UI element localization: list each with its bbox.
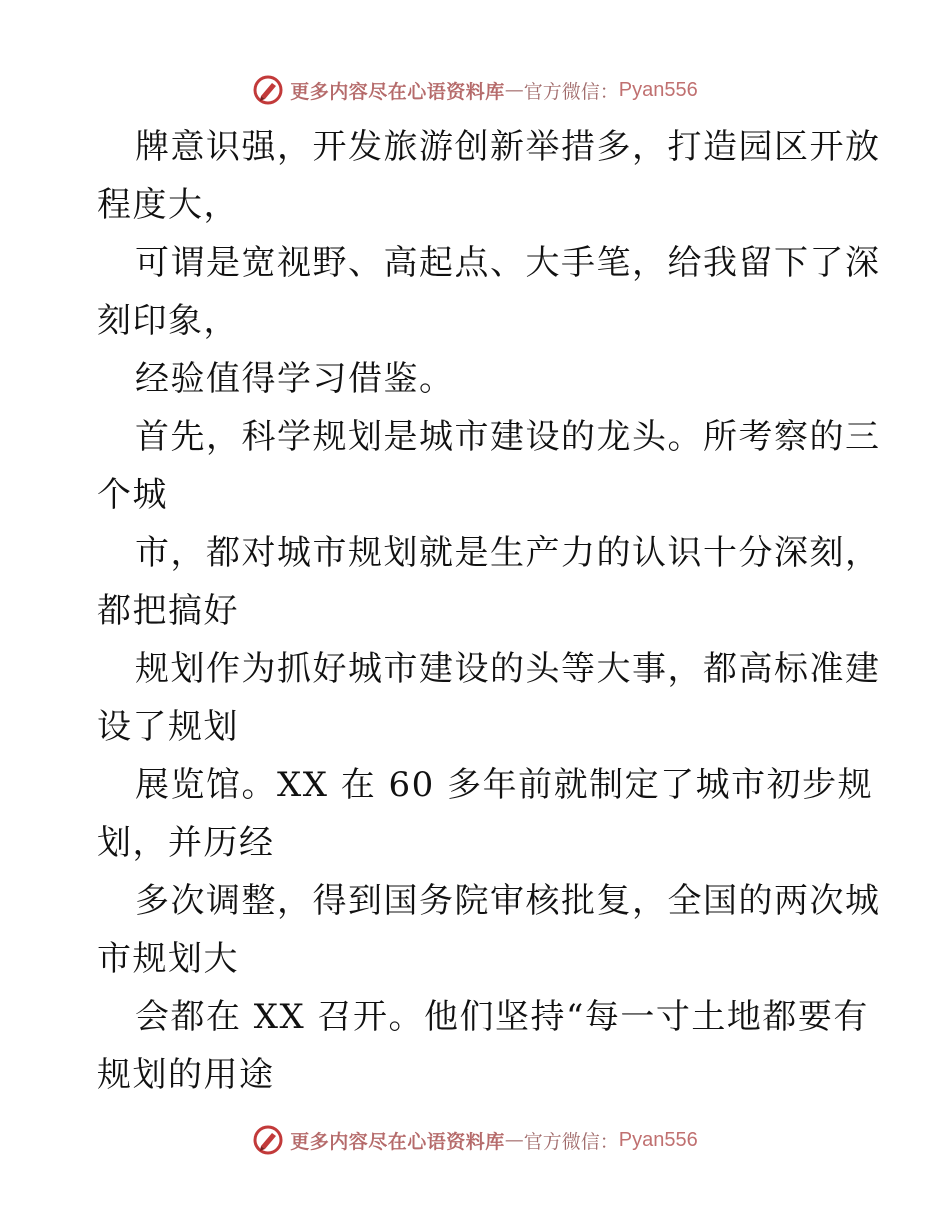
watermark-brand-text: 更多内容尽在心语资料库	[290, 1130, 505, 1153]
header-watermark	[0, 70, 950, 110]
text-line: 刻印象，	[97, 301, 239, 341]
text-line: 设了规划	[97, 707, 239, 747]
document-body	[97, 118, 881, 1104]
watermark-wechat-label: 官方微信：	[523, 80, 619, 103]
text-line: 都把搞好	[97, 591, 239, 631]
text-line: 可谓是宽视野、高起点、大手笔，给我留下了深	[135, 243, 881, 283]
watermark-separator: —	[504, 79, 524, 101]
watermark-brand-text: 更多内容尽在心语资料库	[290, 80, 505, 103]
text-line: 会都在 XX 召开。他们坚持“每一寸土地都要有	[135, 997, 869, 1037]
text-line: 程度大，	[97, 185, 239, 225]
text-line: 牌意识强，开发旅游创新举措多，打造园区开放	[135, 127, 881, 167]
text-line: 首先，科学规划是城市建设的龙头。所考察的三	[135, 417, 881, 457]
text-line: 市规划大	[97, 939, 239, 979]
text-line: 多次调整，得到国务院审核批复，全国的两次城	[135, 881, 881, 921]
footer-watermark	[0, 1120, 950, 1160]
text-line: 规划作为抓好城市建设的头等大事，都高标准建	[135, 649, 881, 689]
watermark-separator: —	[504, 1129, 524, 1151]
text-line: 市，都对城市规划就是生产力的认识十分深刻，	[135, 533, 881, 573]
text-line: 经验值得学习借鉴。	[135, 359, 455, 399]
red-pen-logo-icon	[252, 1124, 284, 1156]
red-pen-logo-icon	[252, 74, 284, 106]
text-line: 展览馆。XX 在 60 多年前就制定了城市初步规	[135, 765, 874, 805]
watermark-wechat-id: Pyan556	[618, 78, 698, 101]
watermark-wechat-id: Pyan556	[618, 1128, 698, 1151]
text-line: 个城	[97, 475, 168, 515]
text-line: 划，并历经	[97, 823, 275, 863]
text-line: 规划的用途	[97, 1055, 275, 1095]
watermark-wechat-label: 官方微信：	[523, 1130, 619, 1153]
